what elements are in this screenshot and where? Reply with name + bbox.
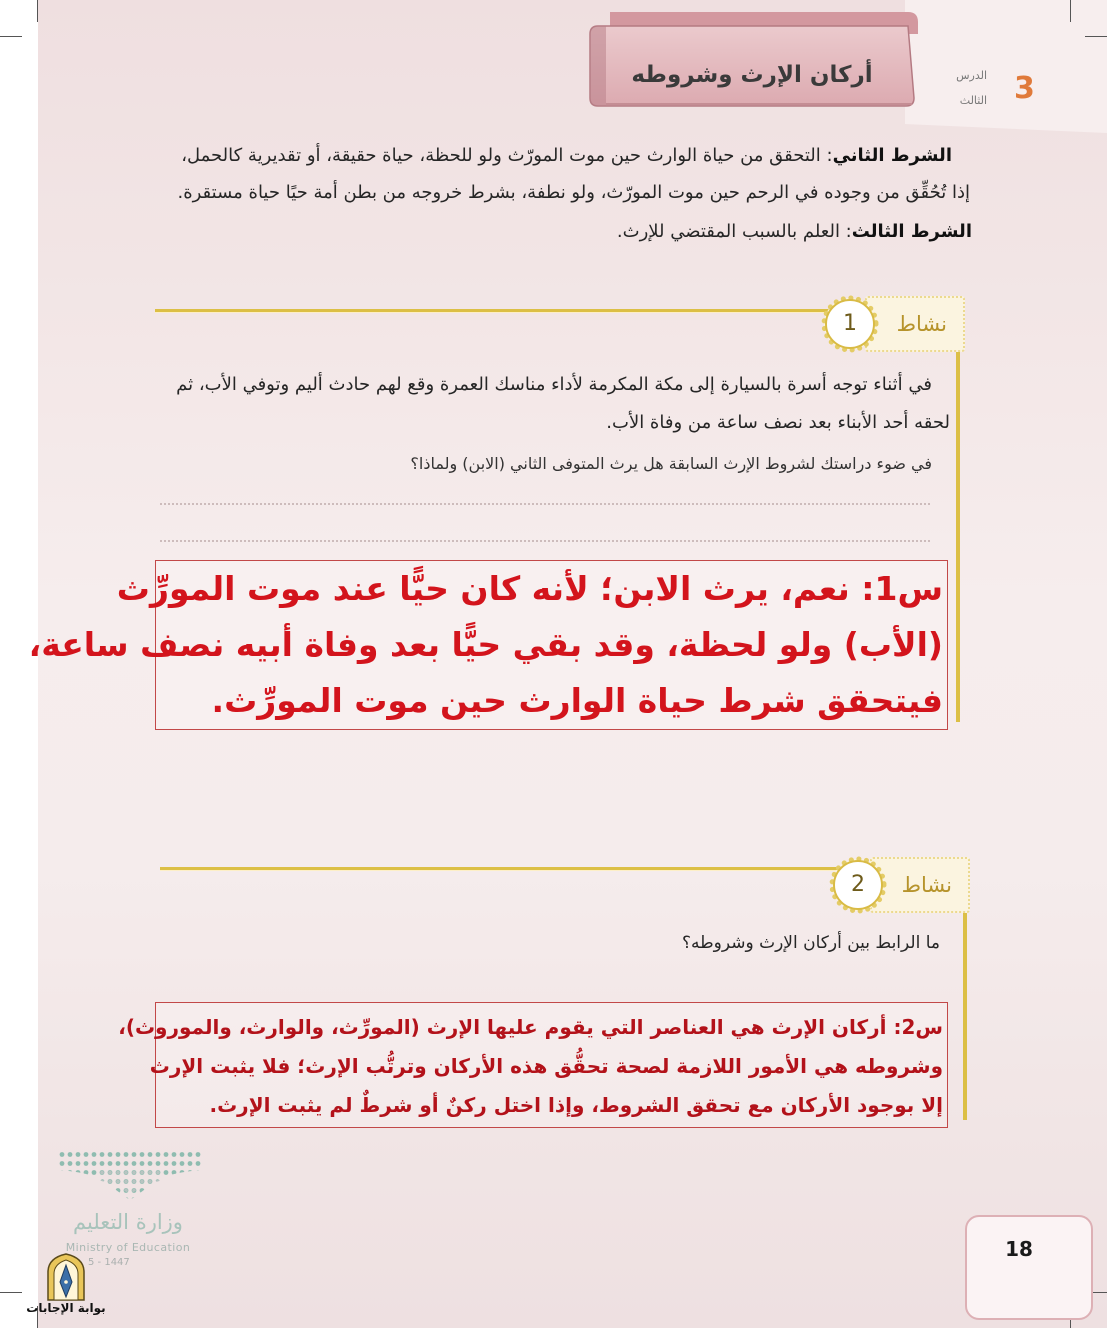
crop-mark	[1085, 36, 1107, 37]
intro-line-1	[181, 143, 952, 169]
answer-line: إلا بوجود الأركان مع تحقق الشروط، وإذا اختل ركنٌ أو شرطٌ لم يثبت الإرث.	[209, 1093, 943, 1117]
answer-line: (الأب) ولو لحظة، وقد بقي حيًّا بعد وفاة أبيه نصف ساعة،	[28, 625, 943, 664]
intro-line-3	[617, 219, 972, 245]
condition-label: الشرط الثاني	[832, 145, 952, 166]
answer-line: فيتحقق شرط حياة الوارث حين موت المورِّث.	[211, 681, 943, 720]
activity-2-number-badge	[828, 855, 888, 915]
activity-1-label: نشاط	[896, 312, 947, 336]
watermark-text: بوابة الإجابات	[26, 1301, 106, 1315]
condition-text: : التحقق من حياة الوارث حين موت المورّث ولو للحظة، حياة حقيقة، أو تقديرية كالحمل،	[181, 145, 833, 166]
lesson-label: الدرس	[956, 69, 987, 82]
activity-1-answer-box	[28, 560, 948, 730]
answer-line: س2: أركان الإرث هي العناصر التي يقوم عليها الإرث (المورِّث، والوارث، والموروث)،	[118, 1015, 943, 1039]
page-number-tab	[965, 1215, 1093, 1320]
answer-line: وشروطه هي الأمور اللازمة لصحة تحقُّق هذه الأركان وترتُّب الإرث؛ فلا يثبت الإرث	[149, 1054, 943, 1078]
crop-mark	[0, 1292, 22, 1293]
ministry-year: 5 - 1447	[88, 1257, 130, 1268]
activity-1-number-badge	[820, 294, 880, 354]
crop-mark	[1070, 0, 1071, 22]
page-number: 18	[1005, 1237, 1033, 1261]
condition-text: : العلم بالسبب المقتضي للإرث.	[616, 221, 852, 242]
condition-label: الشرط الثالث	[851, 221, 972, 242]
answer-dotted-line	[160, 503, 930, 505]
activity-2-label: نشاط	[901, 873, 952, 897]
lesson-ordinal: الثالث	[959, 94, 987, 107]
activity-1-top-rule	[155, 309, 867, 312]
activity-1-scenario-line-1: في أثناء توجه أسرة بالسيارة إلى مكة المكرمة لأداء مناسك العمرة وقع لهم حادث أليم وتوفي الأب، ثم	[176, 374, 932, 395]
page-title: أركان الإرث وشروطه	[631, 62, 873, 88]
crop-mark	[0, 36, 22, 37]
activity-1-scenario-line-2: لحقه أحد الأبناء بعد نصف ساعة من وفاة الأب.	[606, 412, 950, 433]
activity-2-number: 2	[851, 872, 865, 897]
mosque-pen-icon	[44, 1252, 88, 1302]
activity-1-badge	[865, 296, 965, 352]
answer-line: س1: نعم، يرث الابن؛ لأنه كان حيًّا عند موت المورِّث	[116, 569, 943, 608]
ministry-logo-icon	[58, 1150, 203, 1202]
activity-1-question: في ضوء دراستك لشروط الإرث السابقة هل يرث المتوفى الثاني (الابن) ولماذا؟	[410, 454, 932, 473]
header-band	[0, 0, 1107, 140]
lesson-number: 3	[1014, 71, 1035, 106]
ministry-name-arabic: وزارة التعليم	[73, 1210, 183, 1234]
intro-line-2	[177, 180, 970, 206]
activity-2-top-rule	[160, 867, 872, 870]
crop-mark	[37, 0, 38, 22]
activity-2-question: ما الرابط بين أركان الإرث وشروطه؟	[681, 933, 940, 953]
condition-text: إذا تُحُقِّق من وجوده في الرحم حين موت المورّث، ولو نطفة، بشرط خروجه من بطن أمة حيًا حياة مستقرة.	[177, 182, 970, 203]
activity-2-answer-box	[118, 1002, 948, 1128]
ministry-name-english: Ministry of Education	[65, 1241, 191, 1254]
answer-dotted-line	[160, 540, 930, 542]
activity-1-number: 1	[843, 311, 857, 336]
activity-2-side-rule	[963, 913, 967, 1120]
activity-1-side-rule	[956, 352, 960, 722]
